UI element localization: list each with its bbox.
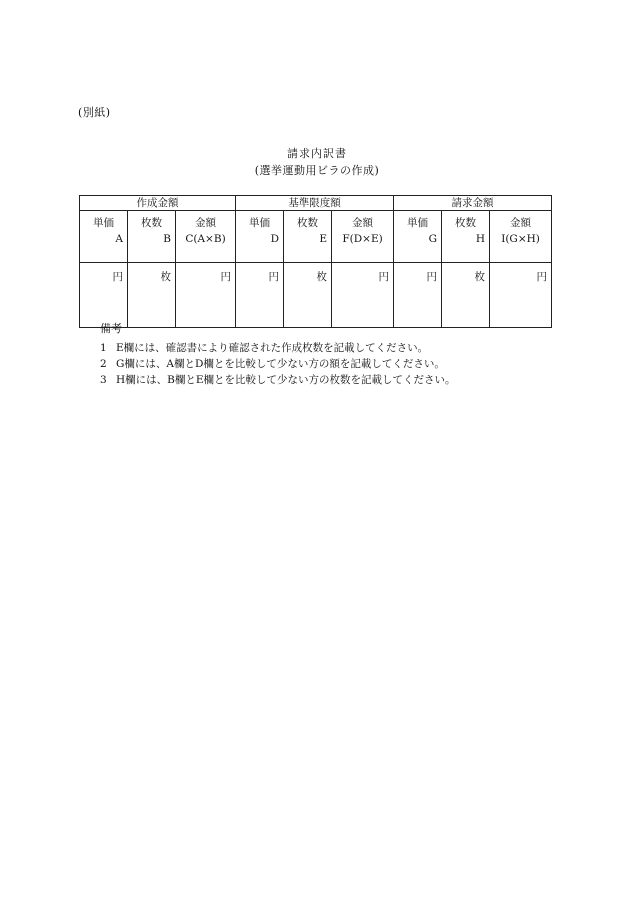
note-text: E欄には、確認書により確認された作成枚数を記載してください。 <box>116 342 429 354</box>
column-header-code: E <box>319 233 328 245</box>
column-header-g <box>394 211 442 263</box>
column-header-f <box>332 211 394 263</box>
value-cell-g: 円 <box>394 263 442 328</box>
note-number: 1 <box>100 342 107 354</box>
document-title: 請求内訳書 <box>287 147 347 160</box>
note-item <box>100 340 456 356</box>
column-header-i <box>490 211 552 263</box>
column-header-code: F(D×E) <box>342 233 383 245</box>
column-header-code: B <box>163 233 171 245</box>
note-item <box>100 356 456 372</box>
column-header-c <box>176 211 236 263</box>
column-header-name: 単価 <box>249 217 271 229</box>
note-text: H欄には、B欄とE欄とを比較して少ない方の枚数を記載してください。 <box>116 374 456 386</box>
value-cell-b: 枚 <box>128 263 176 328</box>
value-cell-e: 枚 <box>284 263 332 328</box>
value-cell-h: 枚 <box>442 263 490 328</box>
column-header-code: I(G×H) <box>501 233 540 245</box>
note-text: G欄には、A欄とD欄とを比較して少ない方の額を記載してください。 <box>116 358 445 370</box>
column-header-code: G <box>428 233 438 245</box>
notes-list <box>100 340 456 388</box>
attachment-label: (別紙) <box>78 106 111 119</box>
column-header-e <box>284 211 332 263</box>
breakdown-table <box>79 195 552 328</box>
value-cell-f: 円 <box>332 263 394 328</box>
column-header-name: 枚数 <box>455 217 477 229</box>
column-header-h <box>442 211 490 263</box>
column-header-name: 枚数 <box>141 217 162 229</box>
group-header-standard-limit: 基準限度額 <box>236 196 394 211</box>
note-item <box>100 372 456 388</box>
column-header-name: 枚数 <box>297 217 319 229</box>
group-header-production-amount: 作成金額 <box>80 196 236 211</box>
value-cell-a: 円 <box>80 263 128 328</box>
column-header-name: 単価 <box>93 217 114 229</box>
column-header-b <box>128 211 176 263</box>
group-header-claim-amount: 請求金額 <box>394 196 552 211</box>
document-subtitle: (選挙運動用ビラの作成) <box>254 164 380 177</box>
column-header-code: D <box>270 233 280 245</box>
column-header-d <box>236 211 284 263</box>
value-cell-i: 円 <box>490 263 552 328</box>
column-header-a <box>80 211 128 263</box>
column-header-name: 金額 <box>195 217 216 229</box>
column-header-name: 金額 <box>352 217 374 229</box>
note-number: 2 <box>100 358 107 370</box>
note-number: 3 <box>100 374 107 386</box>
column-header-code: C(A×B) <box>185 233 226 245</box>
column-header-code: A <box>115 233 123 245</box>
group-header-row <box>80 196 552 211</box>
value-cell-d: 円 <box>236 263 284 328</box>
value-cell-c: 円 <box>176 263 236 328</box>
column-header-name: 金額 <box>510 217 532 229</box>
notes-heading: 備考 <box>100 322 122 335</box>
column-header-name: 単価 <box>407 217 429 229</box>
value-row <box>80 263 552 328</box>
column-header-row <box>80 211 552 263</box>
column-header-code: H <box>475 233 486 245</box>
